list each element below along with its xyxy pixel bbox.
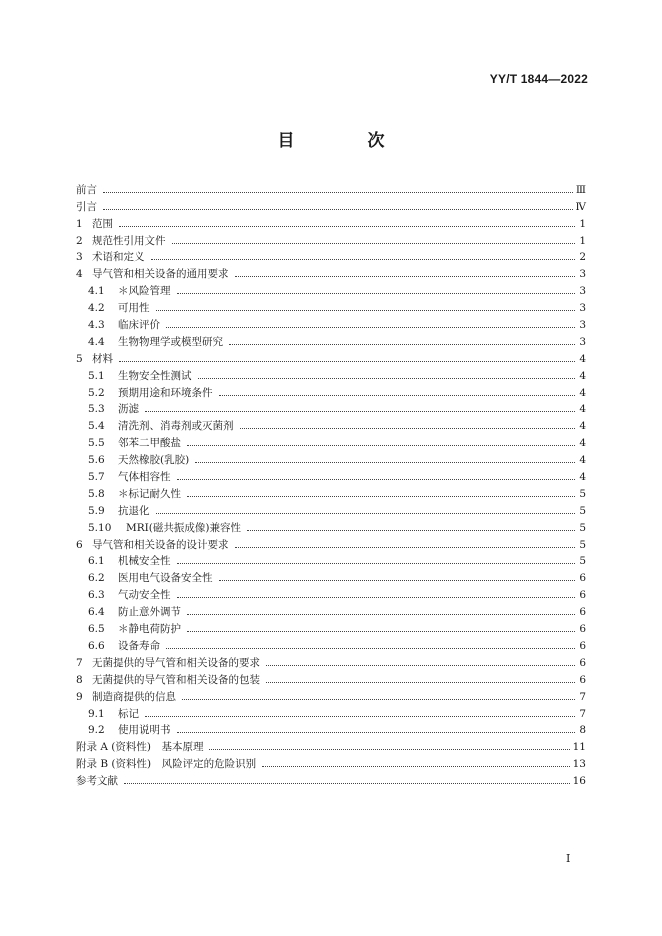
toc-leader-dots <box>156 513 576 514</box>
toc-entry-label: 邻苯二甲酸盐 <box>118 437 181 450</box>
toc-entry-number: 6.6 <box>88 639 105 652</box>
toc-entry-page: 6 <box>579 656 586 669</box>
toc-entry-page: Ⅲ <box>575 183 586 196</box>
toc-entry-label: 清洗剂、消毒剂或灭菌剂 <box>118 420 234 433</box>
toc-entry-page: 4 <box>579 369 586 382</box>
toc-leader-dots <box>235 276 576 277</box>
toc-entry-page: 5 <box>579 538 586 551</box>
toc-entry[interactable] <box>76 602 586 619</box>
toc-entry-number: 5.9 <box>88 504 105 517</box>
toc-entry-number: 8 <box>76 673 83 686</box>
toc-entry-label: 生物安全性测试 <box>118 369 192 382</box>
toc-entry-page: 8 <box>579 724 586 737</box>
toc-entry-page: 5 <box>579 521 586 534</box>
toc-entry[interactable] <box>76 737 586 754</box>
page-title: 目 次 <box>277 131 413 151</box>
toc-leader-dots <box>119 361 575 362</box>
toc-entry[interactable] <box>76 552 586 569</box>
toc-entry-page: 4 <box>579 454 586 467</box>
toc-entry-label: 使用说明书 <box>118 724 171 737</box>
toc-entry-page: 6 <box>579 639 586 652</box>
toc-entry-label: 材料 <box>92 352 113 365</box>
toc-entry-page: 11 <box>572 741 586 754</box>
toc-entry[interactable] <box>76 670 586 687</box>
toc-entry-page: 3 <box>579 335 586 348</box>
toc-entry-number: 4.2 <box>88 302 105 315</box>
toc-entry-page: 1 <box>579 217 586 230</box>
toc-entry-number: 3 <box>76 251 83 264</box>
toc-entry-number: 6.2 <box>88 572 105 585</box>
toc-leader-dots <box>145 411 575 412</box>
toc-entry-label: 无菌提供的导气管和相关设备的包装 <box>92 673 260 686</box>
toc-leader-dots <box>187 614 575 615</box>
toc-entry-number: 4.3 <box>88 319 105 332</box>
toc-leader-dots <box>209 749 569 750</box>
toc-entry[interactable] <box>76 467 586 484</box>
toc-entry-number: 9.1 <box>88 707 105 720</box>
toc-entry-number: 5.2 <box>88 386 105 399</box>
toc-leader-dots <box>124 783 570 784</box>
toc-entry-label: 导气管和相关设备的通用要求 <box>92 268 229 281</box>
toc-leader-dots <box>187 631 575 632</box>
toc-entry[interactable] <box>76 248 586 265</box>
toc-entry-page: 4 <box>579 420 586 433</box>
toc-leader-dots <box>219 580 576 581</box>
toc-entry[interactable] <box>76 416 586 433</box>
toc-entry-number: 9 <box>76 690 83 703</box>
toc-entry[interactable] <box>76 721 586 738</box>
toc-entry-number: 2 <box>76 234 83 247</box>
toc-entry-label: 前言 <box>76 183 97 196</box>
toc-entry-label: 附录 A (资料性) 基本原理 <box>76 741 204 754</box>
toc-entry-page: 4 <box>579 352 586 365</box>
toc-entry-number: 5.1 <box>88 369 105 382</box>
toc-entry-number: 9.2 <box>88 724 105 737</box>
toc-entry-number: 6.5 <box>88 623 105 636</box>
toc-leader-dots <box>235 547 576 548</box>
toc-entry[interactable] <box>76 585 586 602</box>
toc-entry-label: 医用电气设备安全性 <box>118 572 213 585</box>
toc-entry-label: ＊风险管理 <box>118 285 171 298</box>
toc-entry-label: 标记 <box>118 707 139 720</box>
toc-entry-page: 5 <box>579 487 586 500</box>
toc-entry-number: 6.3 <box>88 589 105 602</box>
toc-entry[interactable] <box>76 653 586 670</box>
toc-entry-label: 参考文献 <box>76 775 118 788</box>
toc-entry[interactable] <box>76 568 586 585</box>
toc-entry-page: 4 <box>579 403 586 416</box>
toc-leader-dots <box>240 428 576 429</box>
toc-entry-page: 16 <box>572 775 586 788</box>
toc-leader-dots <box>219 395 576 396</box>
toc-entry[interactable] <box>76 383 586 400</box>
toc-entry[interactable] <box>76 366 586 383</box>
toc-entry-label: ＊静电荷防护 <box>118 623 181 636</box>
table-of-contents <box>76 180 586 788</box>
toc-leader-dots <box>119 226 575 227</box>
toc-leader-dots <box>187 445 575 446</box>
toc-entry-page: 7 <box>579 690 586 703</box>
toc-leader-dots <box>182 699 575 700</box>
toc-leader-dots <box>177 597 576 598</box>
toc-entry-page: 6 <box>579 589 586 602</box>
toc-entry[interactable] <box>76 231 586 248</box>
toc-leader-dots <box>266 665 575 666</box>
toc-entry-label: 机械安全性 <box>118 555 171 568</box>
standard-code: YY/T 1844—2022 <box>489 72 588 86</box>
toc-entry-label: 临床评价 <box>118 319 160 332</box>
toc-leader-dots <box>177 479 576 480</box>
toc-entry-label: 范围 <box>92 217 113 230</box>
toc-entry-label: MRI(磁共振成像)兼容性 <box>126 521 241 534</box>
toc-leader-dots <box>103 209 573 210</box>
toc-entry-page: 4 <box>579 471 586 484</box>
toc-leader-dots <box>151 259 576 260</box>
toc-entry-page: 6 <box>579 606 586 619</box>
toc-leader-dots <box>172 243 576 244</box>
toc-entry-number: 4.1 <box>88 285 105 298</box>
toc-entry-label: 气体相容性 <box>118 471 171 484</box>
toc-entry[interactable] <box>76 264 586 281</box>
toc-entry-label: 引言 <box>76 200 97 213</box>
toc-entry-page: 3 <box>579 268 586 281</box>
toc-entry[interactable] <box>76 687 586 704</box>
toc-entry-label: 无菌提供的导气管和相关设备的要求 <box>92 656 260 669</box>
toc-entry[interactable] <box>76 315 586 332</box>
toc-entry-label: 气动安全性 <box>118 589 171 602</box>
toc-entry-page: 4 <box>579 437 586 450</box>
toc-entry-number: 6 <box>76 538 83 551</box>
toc-entry-label: 天然橡胶(乳胶) <box>118 454 190 467</box>
toc-entry-page: Ⅳ <box>575 200 586 213</box>
toc-leader-dots <box>166 327 575 328</box>
toc-entry-number: 5.7 <box>88 471 105 484</box>
toc-entry-page: 5 <box>579 555 586 568</box>
toc-leader-dots <box>266 682 575 683</box>
toc-leader-dots <box>145 716 575 717</box>
toc-entry[interactable] <box>76 332 586 349</box>
toc-entry[interactable] <box>76 400 586 417</box>
toc-entry[interactable] <box>76 433 586 450</box>
toc-entry[interactable] <box>76 484 586 501</box>
toc-entry-label: 防止意外调节 <box>118 606 181 619</box>
toc-entry[interactable] <box>76 197 586 214</box>
toc-entry[interactable] <box>76 636 586 653</box>
toc-entry-number: 5.8 <box>88 487 105 500</box>
toc-entry-label: 可用性 <box>118 302 150 315</box>
toc-entry-number: 6.4 <box>88 606 105 619</box>
toc-entry-page: 4 <box>579 386 586 399</box>
toc-entry[interactable] <box>76 349 586 366</box>
toc-leader-dots <box>156 310 576 311</box>
toc-entry-page: 3 <box>579 285 586 298</box>
toc-entry-page: 6 <box>579 623 586 636</box>
toc-entry-page: 7 <box>579 707 586 720</box>
toc-entry[interactable] <box>76 518 586 535</box>
toc-entry-number: 5 <box>76 352 83 365</box>
toc-entry[interactable] <box>76 754 586 771</box>
toc-entry-label: 规范性引用文件 <box>92 234 166 247</box>
toc-leader-dots <box>103 192 573 193</box>
toc-leader-dots <box>177 293 576 294</box>
page-folio: Ⅰ <box>566 852 571 865</box>
toc-entry[interactable] <box>76 501 586 518</box>
toc-entry-label: 沥滤 <box>118 403 139 416</box>
toc-entry-number: 5.10 <box>88 521 112 534</box>
toc-entry[interactable] <box>76 704 586 721</box>
toc-leader-dots <box>262 766 570 767</box>
toc-entry-label: 导气管和相关设备的设计要求 <box>92 538 229 551</box>
toc-entry[interactable] <box>76 535 586 552</box>
toc-entry[interactable] <box>76 619 586 636</box>
toc-entry[interactable] <box>76 450 586 467</box>
toc-leader-dots <box>198 378 576 379</box>
toc-entry[interactable] <box>76 180 586 197</box>
toc-entry-number: 5.6 <box>88 454 105 467</box>
toc-leader-dots <box>247 530 575 531</box>
toc-entry-number: 4 <box>76 268 83 281</box>
toc-entry-page: 6 <box>579 572 586 585</box>
toc-entry-number: 1 <box>76 217 83 230</box>
toc-entry-number: 5.5 <box>88 437 105 450</box>
toc-leader-dots <box>177 732 576 733</box>
toc-entry-number: 4.4 <box>88 335 105 348</box>
toc-entry-label: ＊标记耐久性 <box>118 487 181 500</box>
toc-leader-dots <box>177 563 576 564</box>
toc-entry-label: 生物物理学或模型研究 <box>118 335 223 348</box>
toc-entry-page: 6 <box>579 673 586 686</box>
toc-entry[interactable] <box>76 281 586 298</box>
toc-entry-label: 术语和定义 <box>92 251 145 264</box>
toc-entry-page: 3 <box>579 302 586 315</box>
toc-entry-page: 2 <box>579 251 586 264</box>
toc-entry-page: 13 <box>572 758 586 771</box>
toc-leader-dots <box>229 344 575 345</box>
toc-entry-label: 抗退化 <box>118 504 150 517</box>
toc-entry-label: 预期用途和环境条件 <box>118 386 213 399</box>
toc-leader-dots <box>187 496 575 497</box>
toc-entry-label: 附录 B (资料性) 风险评定的危险识别 <box>76 758 257 771</box>
toc-entry-label: 制造商提供的信息 <box>92 690 176 703</box>
toc-entry-number: 7 <box>76 656 83 669</box>
toc-entry-label: 设备寿命 <box>118 639 160 652</box>
toc-entry[interactable] <box>76 298 586 315</box>
toc-entry-page: 1 <box>579 234 586 247</box>
toc-entry-number: 6.1 <box>88 555 105 568</box>
toc-entry[interactable] <box>76 214 586 231</box>
toc-entry-page: 3 <box>579 319 586 332</box>
toc-leader-dots <box>195 462 575 463</box>
toc-entry[interactable] <box>76 771 586 788</box>
toc-entry-number: 5.4 <box>88 420 105 433</box>
toc-entry-page: 5 <box>579 504 586 517</box>
toc-leader-dots <box>166 648 575 649</box>
toc-entry-number: 5.3 <box>88 403 105 416</box>
